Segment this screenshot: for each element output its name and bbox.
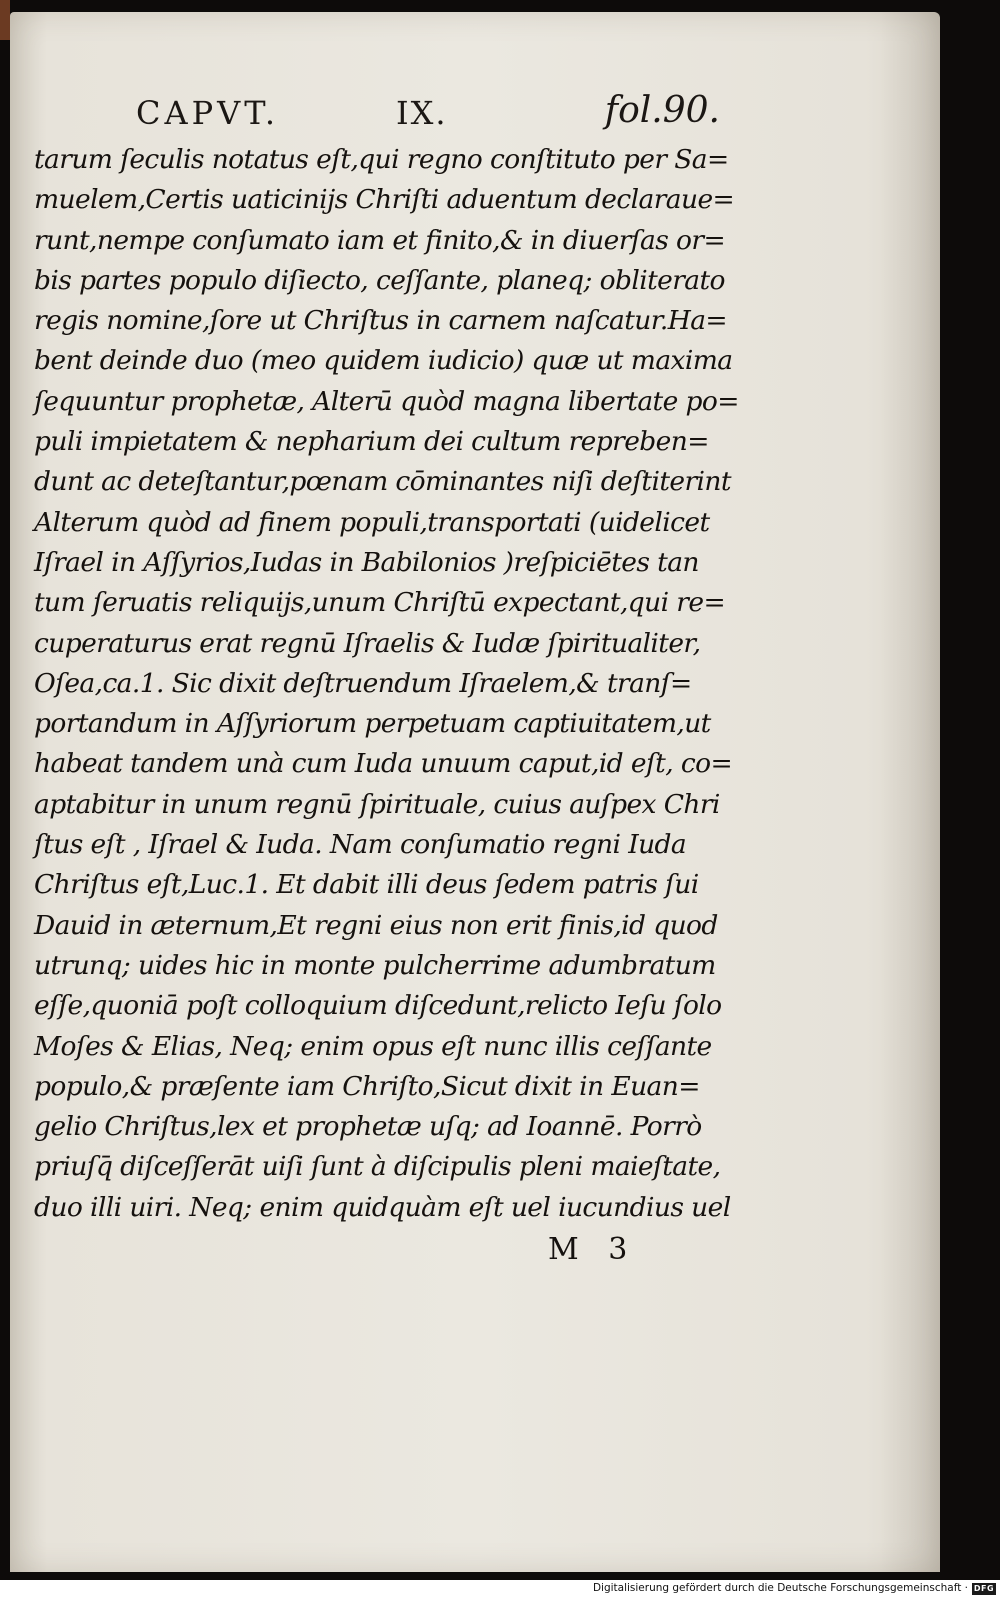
- dfg-logo: DFG: [973, 1584, 995, 1593]
- book-edge: [0, 0, 10, 40]
- text-line: regis nomine,ſore ut Chriſtus in carnem naſcatur.Ha=: [34, 305, 728, 337]
- text-line: tarum ſeculis notatus eſt,qui regno conſtituto per Sa=: [34, 144, 729, 175]
- text-line: Iſrael in Aſſyrios,Iudas in Babilonios )reſpiciētes tan: [34, 546, 699, 578]
- text-line: eſſe,quoniā poſt colloquium diſcedunt,relicto Ieſu ſolo: [34, 990, 722, 1022]
- text-line: duo illi uiri. Neq; enim quidquàm eſt uel iucundius uel: [34, 1191, 731, 1223]
- text-line: bis partes populo diſiecto, ceſſante, planeq; obliterato: [34, 264, 725, 296]
- text-line: Alterum quòd ad finem populi,transportati (uidelicet: [34, 506, 710, 538]
- text-line: Dauid in æternum,Et regni eius non erit finis,id quod: [34, 909, 718, 941]
- text-line: aptabitur in unum regnū ſpirituale, cuius auſpex Chri: [34, 788, 720, 820]
- text-line: cuperaturus erat regnū Iſraelis & Iudæ ſpiritualiter,: [34, 627, 701, 659]
- text-line: bent deinde duo (meo quidem iudicio) quæ ut maxima: [34, 345, 733, 377]
- text-line: runt,nempe conſumato iam et finito,& in diuerſas or=: [34, 224, 726, 256]
- text-line: muelem,Certis uaticinijs Chriſti aduentum declaraue=: [34, 184, 735, 216]
- header-chapter-number: IX.: [396, 94, 448, 132]
- text-line: tum ſeruatis reliquijs,unum Chriſtū expectant,qui re=: [34, 587, 726, 619]
- page-body-text: [34, 140, 739, 1228]
- text-line: priuſq̄ diſceſſerāt uiſi ſunt à diſcipulis pleni maieſtate,: [34, 1151, 721, 1183]
- text-line: dunt ac deteſtantur,pœnam cōminantes niſi deſtiterint: [34, 466, 731, 498]
- text-line: ſtus eſt , Iſrael & Iuda. Nam conſumatio regni Iuda: [34, 829, 687, 861]
- text-line: puli impietatem & nepharium dei cultum repreben=: [34, 426, 709, 458]
- running-header: [118, 90, 720, 142]
- text-line: Chriſtus eſt,Luc.1. Et dabit illi deus ſedem patris ſui: [34, 869, 699, 901]
- text-line: portandum in Aſſyriorum perpetuam captiuitatem,ut: [34, 708, 711, 740]
- text-line: populo,& præſente iam Chriſto,Sicut dixit in Euan=: [34, 1070, 700, 1102]
- text-line: Oſea,ca.1. Sic dixit deſtruendum Iſraelem,& tranſ=: [34, 667, 692, 699]
- digitization-credit: Digitalisierung gefördert durch die Deutsche Forschungsgemeinschaft ·: [592, 1582, 968, 1594]
- text-line: utrunq; uides hic in monte pulcherrime adumbratum: [34, 949, 716, 981]
- book-page: [10, 12, 940, 1572]
- signature-mark: M 3: [548, 1232, 638, 1267]
- header-caput: CAPVT.: [136, 94, 280, 132]
- text-line: ſequuntur prophetæ, Alterū quòd magna libertate po=: [34, 385, 739, 417]
- text-line: Moſes & Elias, Neq; enim opus eſt nunc illis ceſſante: [34, 1030, 712, 1062]
- text-line: habeat tandem unà cum Iuda unuum caput,id eſt, co=: [34, 748, 733, 780]
- page-gutter-shade: [880, 12, 940, 1572]
- header-folio-number: fol.90.: [604, 90, 720, 131]
- text-line: gelio Chriſtus,lex et prophetæ uſq; ad Ioannē. Porrò: [34, 1111, 702, 1143]
